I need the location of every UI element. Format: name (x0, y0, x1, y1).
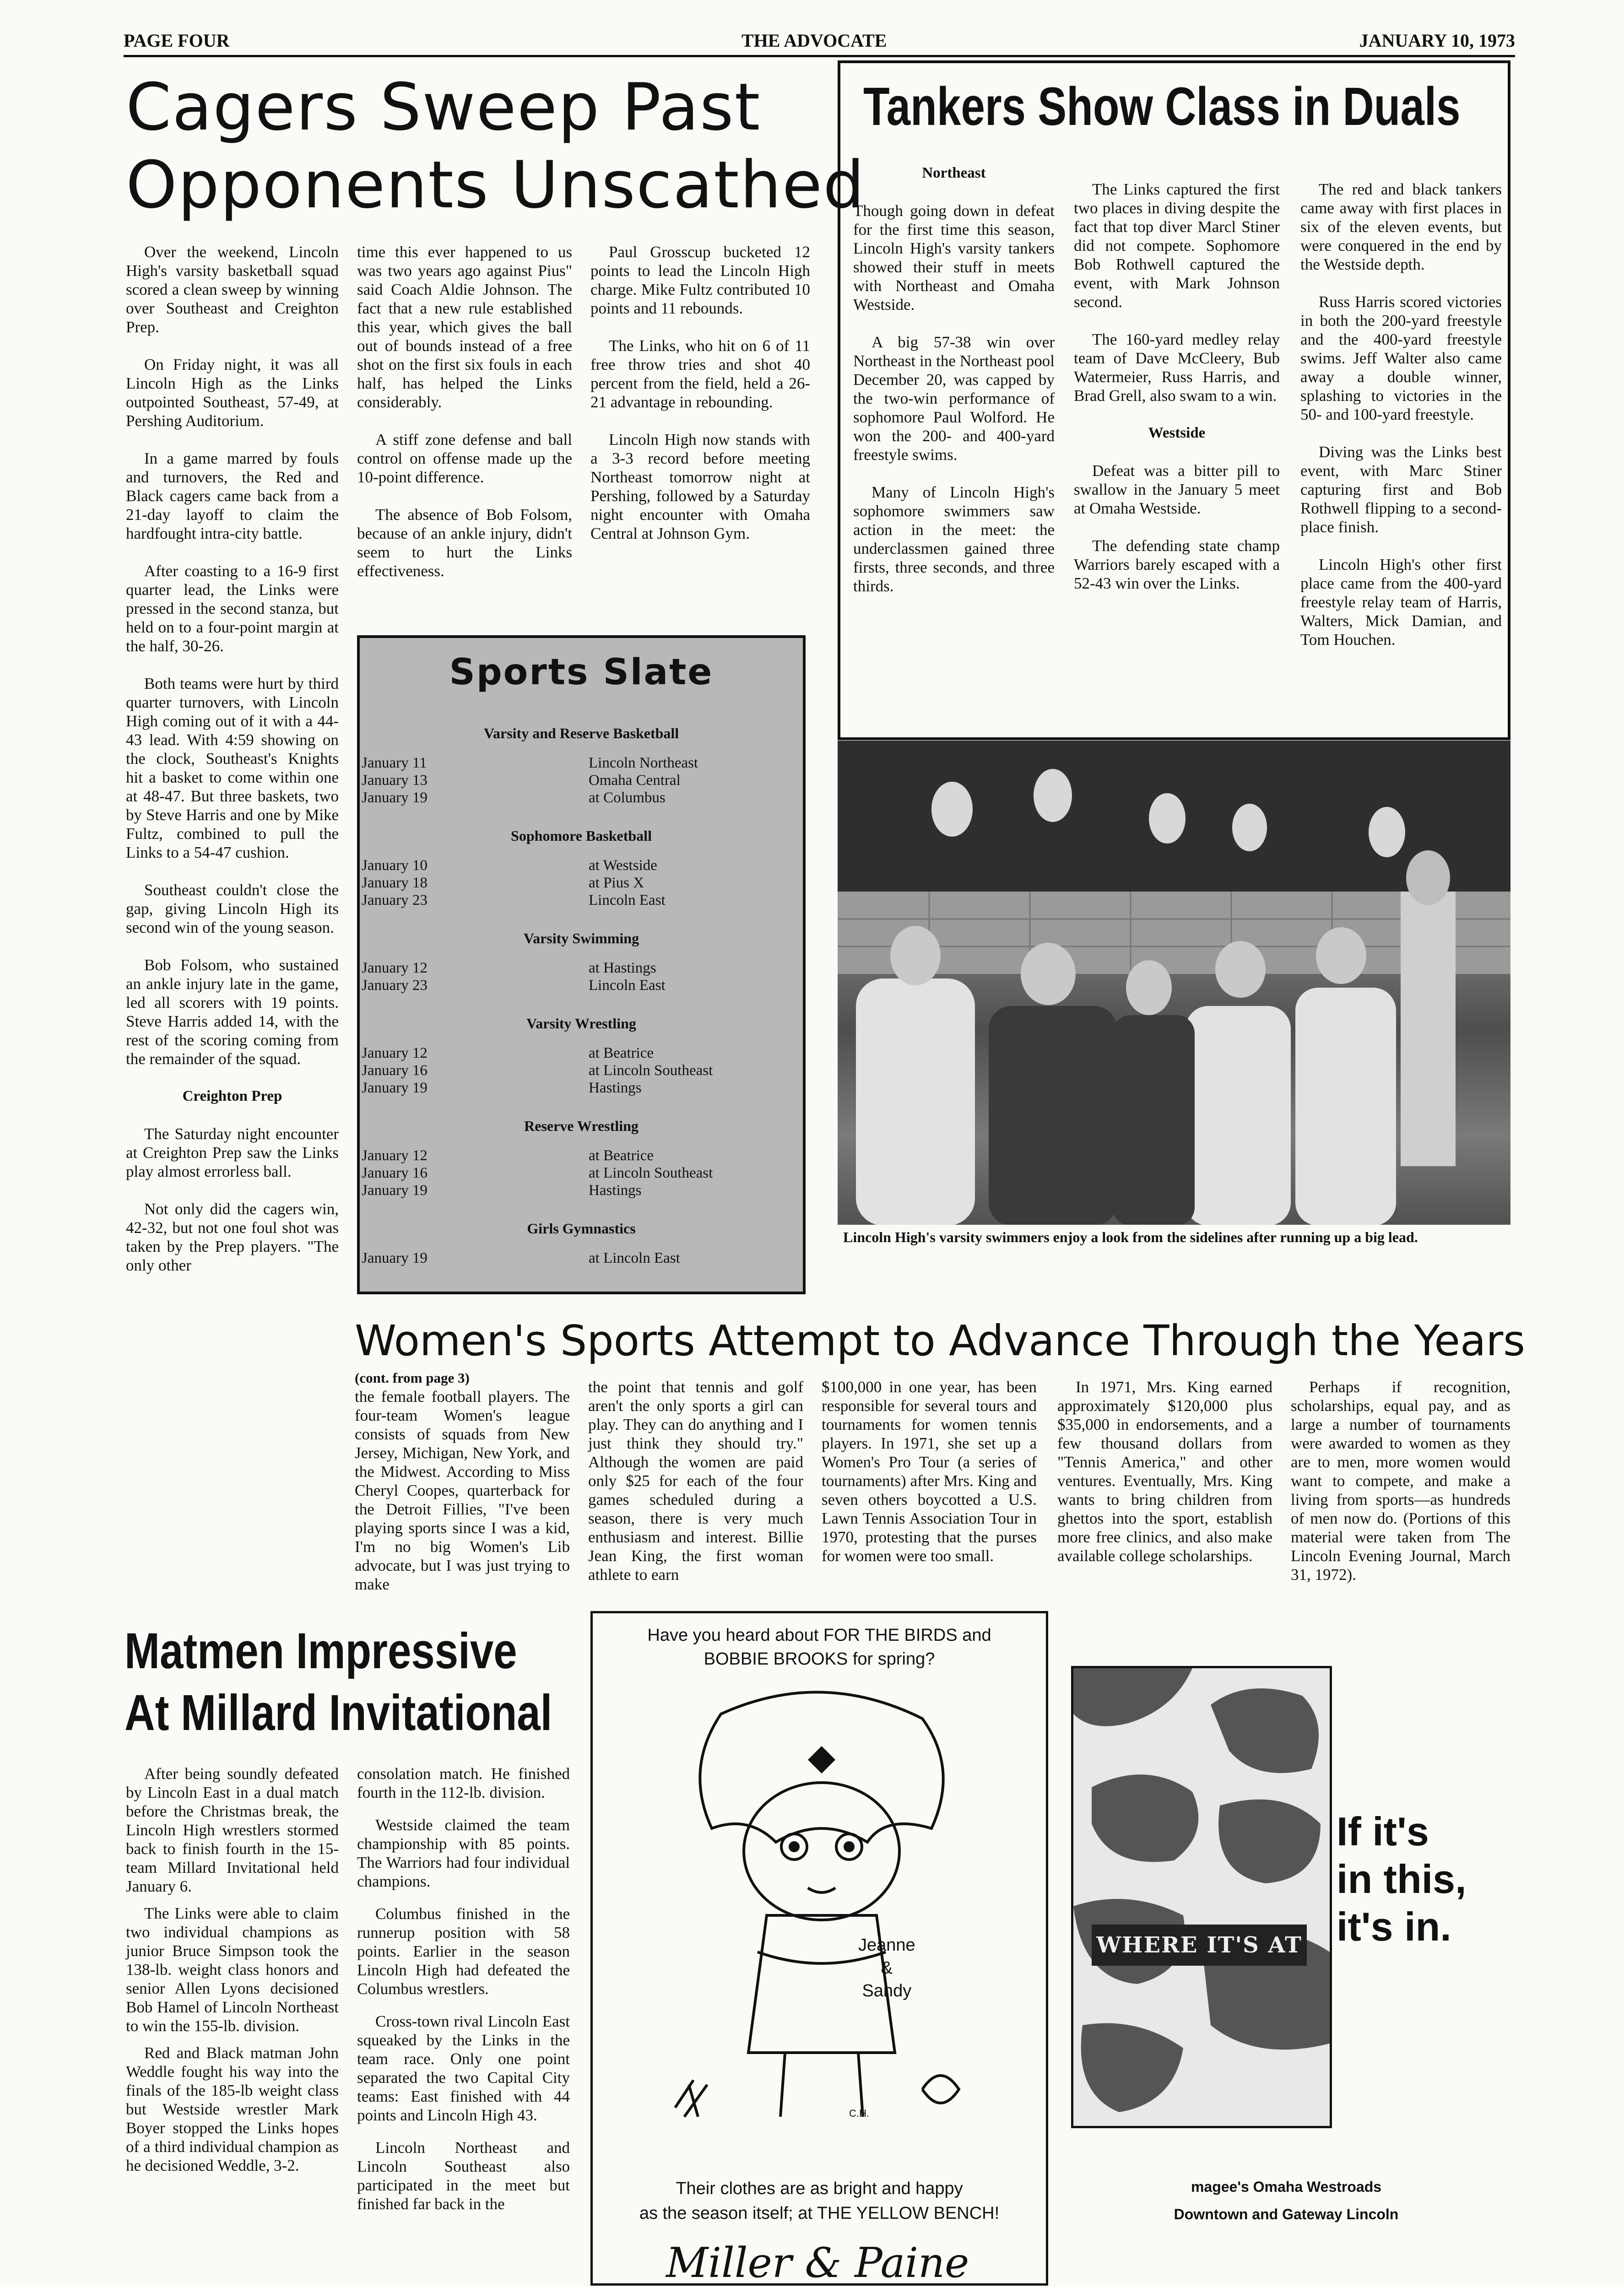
cagers-headline-line2: Opponents Unscathed (126, 147, 866, 223)
sports-slate-box (357, 635, 806, 1294)
slate-section-heading: Girls Gymnastics (527, 1220, 636, 1237)
continued-note: (cont. from page 3) (355, 1370, 470, 1386)
slate-opponent: Lincoln East (589, 892, 666, 908)
paragraph: The absence of Bob Folsom, because of an ankle injury, didn't seem to hurt the Links effectiveness. (357, 506, 572, 580)
slate-opponent: Lincoln Northeast (589, 755, 698, 771)
photo-caption: Lincoln High's varsity swimmers enjoy a look from the sidelines after running up a big lead. (838, 1225, 1510, 1275)
slate-opponent: at Lincoln Southeast (589, 1165, 713, 1181)
slate-date: January 10 (362, 857, 428, 874)
paragraph: In a game marred by fouls and turnovers, the Red and Black cagers came back from a 21-day layoff to claim the hardfought intra-city battle. (126, 449, 339, 542)
paragraph: Cross-town rival Lincoln East squeaked by the Links in the team race. Only one point separated the two Capital City teams: East finished with 44 points and Lincoln High 43. (357, 2012, 570, 2124)
store-name: magee's Omaha Westroads (1191, 2179, 1382, 2195)
slate-opponent: at Beatrice (589, 1147, 654, 1164)
tankers-column-1 (840, 164, 1055, 614)
paragraph: Diving was the Links best event, with Marc Stiner capturing first and Bob Rothwell flipping to a second-place finish. (1300, 443, 1502, 536)
paragraph: Southeast couldn't close the gap, giving Lincoln High its second win of the young season. (126, 881, 339, 936)
page-number: PAGE FOUR (124, 30, 230, 51)
cagers-column-1 (126, 243, 339, 1293)
ad-headline-line2: BOBBIE BROOKS for spring? (704, 1649, 935, 1669)
paragraph: Not only did the cagers win, 42-32, but not one foul shot was taken by the Prep players. "The only other (126, 1200, 339, 1274)
ad-name-sandy: Sandy (862, 1981, 912, 2000)
paragraph: A big 57-38 win over Northeast in the Northeast pool December 20, was capped by the two-win performance of sophomore Paul Wolford. He won the 200- and 400-yard freestyle swims. (853, 333, 1055, 464)
womens-column-3: $100,000 in one year, has been responsible for several tours and tournaments for women tennis players. In 1971, she set up a Women's Pro Tour (a series of tournaments) after Mrs. King and seven others boycotted a U.S. Lawn Tennis Association Tour in 1970, protesting that the purses for women were too small. (822, 1378, 1037, 1565)
paragraph: Bob Folsom, who sustained an ankle injury late in the game, led all scorers with 19 points. Steve Harris added 14, with the rest of the scoring coming from the remainder of the squad. (126, 956, 339, 1068)
slate-opponent: at Pius X (589, 875, 644, 891)
subhead-westside: Westside (1148, 425, 1206, 441)
slate-date: January 18 (362, 875, 428, 891)
paragraph: Russ Harris scored victories in both the 200-yard freestyle and the 400-yard freestyle swims. Jeff Walter also came away a double winner, splashing to victories in the 50- and 100-yard freestyle. (1300, 293, 1502, 423)
slate-date: January 19 (362, 1080, 428, 1096)
paragraph: Red and Black matman John Weddle fought his way into the finals of the 185-lb weight class but Westside wrestler Mark Boyer stopped the Links hopes of a third individual champion as he decisioned Weddle, 3-2. (126, 2044, 339, 2174)
ad-ampersand: & (881, 1958, 893, 1978)
womens-headline: Women's Sports Attempt to Advance Through the Years (355, 1316, 1526, 1365)
paragraph: Lincoln High now stands with a 3-3 record before meeting Northeast tomorrow night at Pershing, followed by a Saturday night encounter with Omaha Central at Johnson Gym. (590, 431, 810, 542)
swimmers-photo (838, 741, 1510, 1267)
magees-slogan (1337, 1808, 1467, 1951)
tankers-column-3 (1300, 180, 1502, 668)
ad-name-jeanne: Jeanne (858, 1936, 915, 1955)
paragraph: After being soundly defeated by Lincoln East in a dual match before the Christmas break, the Lincoln High wrestlers stormed back to finish fourth in the 15-team Millard Invitational held January 6. (126, 1765, 339, 1895)
womens-column-1 (355, 1368, 570, 1594)
paragraph: time this ever happened to us was two years ago against Pius" said Coach Aldie Johnson. The fact that a new rule established this year, which gives the ball out of bounds instead of a free shot on the first six fouls in each half, has helped the Links considerably. (357, 243, 572, 411)
slate-opponent: Omaha Central (589, 772, 681, 789)
miller-paine-logo: Miller & Paine (666, 2239, 969, 2287)
paragraph: The Saturday night encounter at Creighton Prep saw the Links play almost errorless ball. (126, 1125, 339, 1180)
cagers-headline (126, 69, 865, 224)
paragraph: Both teams were hurt by third quarter turnovers, with Lincoln High coming out of it with a 44-43 lead. With 4:59 showing on the clock, Southeast's Knights hit a basket to come within one at 48-47. But three baskets, two by Steve Harris and one by Mike Fultz, combined to pull the Links to a 54-47 cushion. (126, 675, 339, 861)
cagers-column-2 (357, 243, 572, 599)
ad-headline (593, 1623, 1046, 1671)
slate-opponent: at Beatrice (589, 1045, 654, 1061)
paragraph: Paul Grosscup bucketed 12 points to lead the Lincoln High charge. Mike Fultz contributed 10 points and 11 rebounds. (590, 243, 810, 317)
sign-photo-pattern (1073, 1668, 1330, 2126)
paragraph: Columbus finished in the runnerup position with 58 points. Earlier in the season Lincoln High had defeated the Columbus wrestlers. (357, 1905, 570, 1998)
subhead-northeast: Northeast (922, 165, 986, 181)
cagers-column-3 (590, 243, 810, 562)
slate-opponent: Hastings (589, 1182, 642, 1199)
paragraph: Though going down in defeat for the first time this season, Lincoln High's varsity tankers showed their stuff in meets with Northeast and Omaha Westside. (853, 202, 1055, 314)
swimmers-photo-illustration (838, 741, 1510, 1226)
slate-date: January 12 (362, 1147, 428, 1164)
paragraph: A stiff zone defense and ball control on offense made up the 10-point difference. (357, 431, 572, 486)
issue-date: JANUARY 10, 1973 (1359, 30, 1515, 51)
matmen-column-1 (126, 1764, 339, 2175)
matmen-column-2 (357, 1764, 570, 2213)
ad-tagline-line1: Their clothes are as bright and happy (676, 2179, 963, 2198)
slate-section-heading: Varsity Swimming (523, 930, 639, 946)
tankers-column-2 (1074, 180, 1280, 611)
slate-date: January 19 (362, 1250, 428, 1266)
ad-tagline (593, 2176, 1046, 2226)
paragraph: On Friday night, it was all Lincoln High as the Links outpointed Southeast, 57-49, at Pershing Auditorium. (126, 356, 339, 430)
slogan-line1: If it's (1337, 1809, 1429, 1854)
slate-date: January 19 (362, 789, 428, 806)
slate-opponent: Hastings (589, 1080, 642, 1096)
paragraph: The defending state champ Warriors barely escaped with a 52-43 win over the Links. (1074, 537, 1280, 592)
sign-photo (1071, 1666, 1332, 2128)
slate-date: January 11 (362, 755, 427, 771)
slate-date: January 16 (362, 1062, 428, 1079)
paragraph: After coasting to a 16-9 first quarter lead, the Links were pressed in the second stanza, but held on to a four-point margin at the half, 30-26. (126, 562, 339, 655)
paragraph: Defeat was a bitter pill to swallow in the January 5 meet at Omaha Westside. (1074, 462, 1280, 517)
yellow-bench-ad (590, 1611, 1048, 2286)
womens-column-4: In 1971, Mrs. King earned approximately $120,000 plus $35,000 in endorsements, and a few thousand dollars from "Tennis America," and other ventures. Eventually, Mrs. King wants to bring children from ghettos into the sport, establish more free clinics, and also make available college scholarships. (1057, 1378, 1272, 1565)
slate-date: January 23 (362, 892, 428, 908)
store-locations: Downtown and Gateway Lincoln (1174, 2206, 1399, 2222)
where-its-at-sign: WHERE IT'S AT (1092, 1925, 1307, 1966)
artist-initials: C.H. (849, 2108, 869, 2119)
paragraph: Over the weekend, Lincoln High's varsity basketball squad scored a clean sweep by winning over Southeast and Creighton Prep. (126, 243, 339, 336)
matmen-headline (125, 1620, 552, 1744)
slate-date: January 13 (362, 772, 428, 789)
tankers-headline: Tankers Show Class in Duals (863, 76, 1461, 137)
girl-illustration (629, 1677, 1005, 2163)
paragraph: The red and black tankers came away with first places in six of the eleven events, but were conquered in the end by the Westside depth. (1300, 180, 1502, 273)
slate-date: January 12 (362, 1045, 428, 1061)
paragraph: Lincoln Northeast and Lincoln Southeast also participated in the meet but finished far back in the (357, 2139, 570, 2213)
slate-date: January 23 (362, 977, 428, 994)
slate-opponent: at Columbus (589, 789, 666, 806)
slogan-line3: it's in. (1337, 1904, 1451, 1949)
womens-column-5: Perhaps if recognition, scholarships, equal pay, and as large a number of tournaments were awarded to women as they are to men, more women would want to compete, and make a living from sports—as hundreds of men now do. (Portions of this material were taken from The Lincoln Evening Journal, March 31, 1972). (1291, 1378, 1510, 1584)
paragraph: Many of Lincoln High's sophomore swimmers saw action in the meet: the underclassmen gained three firsts, three seconds, and three thirds. (853, 483, 1055, 595)
slate-section-heading: Reserve Wrestling (524, 1118, 639, 1134)
matmen-headline-line1: Matmen Impressive (125, 1623, 517, 1679)
slate-section-heading: Sophomore Basketball (511, 827, 652, 844)
masthead (124, 27, 1515, 57)
ad-names (858, 1934, 915, 2002)
womens-column-2: the point that tennis and golf aren't the only sports a girl can play. They can do anything and I just think they should try." Although the women are paid only $25 for each of the four games scheduled during a season, there is very much enthusiasm and interest. Billie Jean King, the first woman athlete to earn (588, 1378, 803, 1584)
cagers-headline-line1: Cagers Sweep Past (126, 70, 761, 145)
slate-section-heading: Varsity Wrestling (526, 1015, 636, 1032)
magees-ad (1062, 1611, 1510, 2286)
paragraph: The Links captured the first two places in diving despite the fact that top diver Marcl Stiner did not compete. Sophomore Bob Rothwell captured the event, with Mark Johnson second. (1074, 180, 1280, 311)
ad-headline-line1: Have you heard about FOR THE BIRDS and (647, 1626, 991, 1645)
slate-date: January 12 (362, 960, 428, 976)
slate-opponent: Lincoln East (589, 977, 666, 994)
paragraph: The 160-yard medley relay team of Dave McCleery, Bub Watermeier, Russ Harris, and Brad Grell, also swam to a win. (1074, 330, 1280, 405)
slate-opponent: at Lincoln East (589, 1250, 680, 1266)
slate-opponent: at Westside (589, 857, 657, 874)
paragraph: The Links were able to claim two individual champions as junior Bruce Simpson took the 138-lb. weight class honors and senior Allen Lyons decisioned Bob Hamel of Lincoln Northeast to win the 155-lb. division. (126, 1904, 339, 2035)
paragraph: The Links, who hit on 6 of 11 free throw tries and shot 40 percent from the field, held a 26-21 advantage in rebounding. (590, 337, 810, 411)
subhead-creighton-prep: Creighton Prep (182, 1088, 282, 1104)
tankers-article-box (838, 60, 1510, 740)
paragraph: consolation match. He finished fourth in the 112-lb. division. (357, 1765, 570, 1801)
paper-name: THE ADVOCATE (742, 30, 887, 51)
slate-section-heading: Varsity and Reserve Basketball (483, 725, 679, 741)
slate-date: January 16 (362, 1165, 428, 1181)
sports-slate-title: Sports Slate (449, 652, 714, 693)
slate-opponent: at Lincoln Southeast (589, 1062, 713, 1079)
matmen-headline-line2: At Millard Invitational (125, 1685, 552, 1741)
paragraph: Westside claimed the team championship with 85 points. The Warriors had four individual champions. (357, 1816, 570, 1890)
slate-date: January 19 (362, 1182, 428, 1199)
ad-tagline-line2: as the season itself; at THE YELLOW BENCH! (639, 2204, 1000, 2223)
slate-opponent: at Hastings (589, 960, 656, 976)
slogan-line2: in this, (1337, 1856, 1467, 1902)
paragraph: the female football players. The four-team Women's league consists of squads from New Jersey, Michigan, New York, and the Midwest. According to Miss Cheryl Coopes, quarterback for the Detroit Fillies, "I've been playing sports since I was a kid, I'm no big Women's Lib advocate, but I was just trying to make (355, 1388, 570, 1593)
paragraph: Lincoln High's other first place came from the 400-yard freestyle relay team of Harris, Walters, Mick Damian, and Tom Houchen. (1300, 556, 1502, 649)
